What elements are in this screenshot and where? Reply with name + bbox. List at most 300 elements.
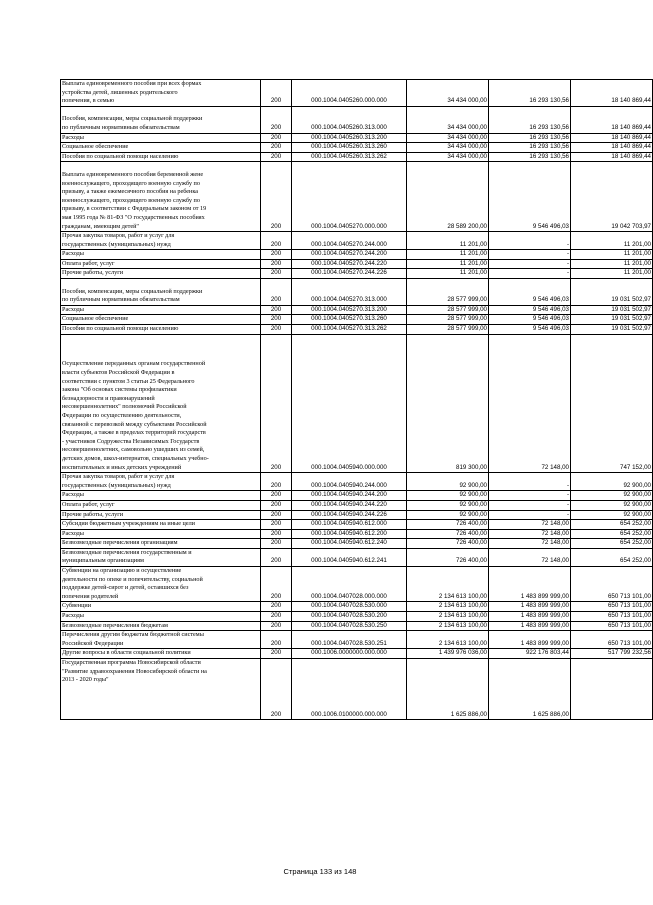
row-remaining-amount-cell — [571, 621, 653, 631]
table-row — [61, 279, 653, 306]
row-executed-amount-cell-text: 9 546 496,03 — [532, 222, 569, 230]
row-executed-amount-cell — [489, 473, 571, 491]
row-name-cell — [61, 325, 261, 335]
table-row — [61, 631, 653, 649]
table-row — [61, 106, 653, 133]
table-row — [61, 232, 653, 250]
row-name-cell — [61, 567, 261, 602]
row-plan-amount-cell-text: 11 201,00 — [459, 250, 487, 258]
row-executed-amount-cell — [489, 510, 571, 520]
row-budget-code-cell — [292, 612, 407, 622]
row-admin-code-cell-text: 200 — [270, 463, 282, 471]
row-admin-code-cell-text: 200 — [270, 557, 282, 565]
row-name-cell-text: Субвенции на организацию и осуществление деятельности по опеке и попечительству, социальной поддержке детей-сирот и детей, оставшихся без попечения родителей — [62, 567, 203, 600]
row-remaining-amount-cell — [571, 500, 653, 510]
row-name-cell — [61, 491, 261, 501]
row-plan-amount-cell-text: 92 900,00 — [459, 510, 487, 518]
row-budget-code-cell-text: 000.1004.0405260.313.262 — [311, 152, 387, 160]
row-executed-amount-cell — [489, 500, 571, 510]
row-admin-code-cell-text: 200 — [270, 250, 282, 258]
row-executed-amount-cell — [489, 305, 571, 315]
row-admin-code-cell — [261, 548, 292, 566]
row-remaining-amount-cell-text: 18 140 869,44 — [611, 97, 651, 105]
row-budget-code-cell-text: 000.1004.0405940.612.200 — [311, 529, 387, 537]
row-remaining-amount-cell-text: 92 900,00 — [623, 481, 651, 489]
row-plan-amount-cell-text: 1 439 976 036,00 — [438, 649, 487, 657]
row-budget-code-cell — [292, 315, 407, 325]
row-plan-amount-cell-text: 28 577 999,00 — [447, 305, 487, 313]
row-admin-code-cell — [261, 232, 292, 250]
row-admin-code-cell-text: 200 — [270, 621, 282, 629]
row-plan-amount-cell — [407, 567, 489, 602]
row-remaining-amount-cell-text: 18 140 869,44 — [611, 123, 651, 131]
row-executed-amount-cell-text: 1 625 886,00 — [532, 710, 569, 718]
row-name-cell-text: Прочая закупка товаров, работ и услуг для государственных (муниципальных) нужд — [62, 232, 175, 248]
row-remaining-amount-cell-text: 19 031 502,97 — [611, 296, 651, 304]
row-plan-amount-cell-text: 2 134 613 100,00 — [438, 612, 487, 620]
row-admin-code-cell — [261, 80, 292, 107]
row-budget-code-cell-text: 000.1004.0405260.000.000 — [311, 97, 387, 105]
row-admin-code-cell — [261, 152, 292, 162]
row-executed-amount-cell-text: - — [566, 269, 569, 277]
row-name-cell-text: Расходы — [62, 529, 84, 537]
table-row — [61, 567, 653, 602]
row-budget-code-cell — [292, 548, 407, 566]
row-plan-amount-cell — [407, 649, 489, 659]
row-admin-code-cell-text: 200 — [270, 491, 282, 499]
row-admin-code-cell-text: 200 — [270, 529, 282, 537]
row-executed-amount-cell — [489, 602, 571, 612]
row-executed-amount-cell — [489, 649, 571, 659]
row-executed-amount-cell-text: 16 293 130,56 — [529, 133, 569, 141]
row-name-cell — [61, 602, 261, 612]
row-name-cell — [61, 133, 261, 143]
row-executed-amount-cell — [489, 539, 571, 549]
row-remaining-amount-cell — [571, 548, 653, 566]
row-name-cell — [61, 612, 261, 622]
row-executed-amount-cell-text: - — [566, 259, 569, 267]
row-name-cell-text: Расходы — [62, 612, 84, 620]
row-name-cell-text: Субвенции — [62, 602, 92, 610]
row-admin-code-cell — [261, 315, 292, 325]
table-row — [61, 259, 653, 269]
row-admin-code-cell — [261, 500, 292, 510]
row-budget-code-cell-text: 000.1004.0407028.530.250 — [311, 621, 387, 629]
table-row — [61, 510, 653, 520]
row-budget-code-cell-text: 000.1004.0405940.244.200 — [311, 491, 387, 499]
row-remaining-amount-cell — [571, 152, 653, 162]
row-budget-code-cell-text: 000.1004.0405260.313.200 — [311, 133, 387, 141]
row-name-cell-text: Оплата работ, услуг — [62, 500, 115, 508]
row-remaining-amount-cell-text: 650 713 101,00 — [607, 602, 651, 610]
row-executed-amount-cell — [489, 621, 571, 631]
row-budget-code-cell — [292, 133, 407, 143]
row-remaining-amount-cell-text: 18 140 869,44 — [611, 133, 651, 141]
row-budget-code-cell — [292, 305, 407, 315]
row-remaining-amount-cell-text: 19 042 703,97 — [611, 222, 651, 230]
row-executed-amount-cell — [489, 520, 571, 530]
row-name-cell — [61, 334, 261, 473]
row-executed-amount-cell — [489, 162, 571, 232]
table-row — [61, 80, 653, 107]
row-budget-code-cell — [292, 529, 407, 539]
row-executed-amount-cell-text: - — [566, 500, 569, 508]
row-remaining-amount-cell — [571, 567, 653, 602]
row-name-cell-text: Выплата единовременного пособия при всех формах устройства детей, лишенных родительского попечения, в семью — [62, 80, 202, 105]
row-admin-code-cell — [261, 491, 292, 501]
row-budget-code-cell — [292, 539, 407, 549]
row-plan-amount-cell-text: 819 300,00 — [456, 463, 487, 471]
row-admin-code-cell-text: 200 — [270, 710, 282, 718]
row-plan-amount-cell — [407, 269, 489, 279]
row-admin-code-cell-text: 200 — [270, 649, 282, 657]
row-budget-code-cell-text: 000.1004.0407028.530.251 — [311, 639, 387, 647]
row-admin-code-cell — [261, 621, 292, 631]
page-number: Страница 133 из 148 — [283, 867, 357, 876]
row-budget-code-cell-text: 000.1004.0405940.244.226 — [311, 510, 387, 518]
row-budget-code-cell — [292, 649, 407, 659]
row-remaining-amount-cell-text: 92 900,00 — [623, 491, 651, 499]
table-row — [61, 539, 653, 549]
row-remaining-amount-cell — [571, 602, 653, 612]
row-executed-amount-cell — [489, 80, 571, 107]
row-executed-amount-cell — [489, 334, 571, 473]
row-executed-amount-cell — [489, 279, 571, 306]
row-budget-code-cell — [292, 250, 407, 260]
row-admin-code-cell-text: 200 — [270, 315, 282, 323]
row-budget-code-cell-text: 000.1004.0405270.313.260 — [311, 315, 387, 323]
row-admin-code-cell — [261, 602, 292, 612]
row-executed-amount-cell — [489, 143, 571, 153]
row-remaining-amount-cell-text: 11 201,00 — [623, 269, 651, 277]
row-name-cell-text: Субсидии бюджетным учреждениям на иные цели — [62, 520, 195, 528]
row-executed-amount-cell-text: 1 483 899 999,00 — [520, 602, 569, 610]
row-executed-amount-cell — [489, 315, 571, 325]
row-budget-code-cell-text: 000.1004.0405270.313.000 — [311, 296, 387, 304]
row-remaining-amount-cell — [571, 631, 653, 649]
row-remaining-amount-cell — [571, 325, 653, 335]
row-executed-amount-cell-text: 1 483 899 999,00 — [520, 621, 569, 629]
row-admin-code-cell-text: 200 — [270, 510, 282, 518]
row-remaining-amount-cell — [571, 612, 653, 622]
row-plan-amount-cell-text: 11 201,00 — [459, 269, 487, 277]
table-row — [61, 529, 653, 539]
row-remaining-amount-cell — [571, 473, 653, 491]
row-remaining-amount-cell-text: 92 900,00 — [623, 500, 651, 508]
row-plan-amount-cell — [407, 325, 489, 335]
row-plan-amount-cell — [407, 612, 489, 622]
row-plan-amount-cell-text: 34 434 000,00 — [447, 123, 487, 131]
table-row — [61, 334, 653, 473]
row-budget-code-cell-text: 000.1004.0407028.530.200 — [311, 612, 387, 620]
row-plan-amount-cell — [407, 232, 489, 250]
row-name-cell-text: Пособия, компенсации, меры социальной поддержки по публичным нормативным обязательствам — [62, 287, 203, 304]
row-name-cell-text: Пособия, компенсации, меры социальной поддержки по публичным нормативным обязательствам — [62, 115, 203, 131]
row-remaining-amount-cell-text: 19 031 502,97 — [611, 305, 651, 313]
row-budget-code-cell-text: 000.1004.0405270.244.220 — [311, 259, 387, 267]
row-executed-amount-cell — [489, 269, 571, 279]
row-plan-amount-cell-text: 11 201,00 — [459, 240, 487, 248]
row-admin-code-cell — [261, 510, 292, 520]
row-remaining-amount-cell-text: 11 201,00 — [623, 250, 651, 258]
row-executed-amount-cell — [489, 152, 571, 162]
row-executed-amount-cell — [489, 232, 571, 250]
row-plan-amount-cell — [407, 334, 489, 473]
row-remaining-amount-cell — [571, 143, 653, 153]
row-executed-amount-cell-text: 72 148,00 — [541, 520, 569, 528]
row-executed-amount-cell-text: - — [566, 250, 569, 258]
row-admin-code-cell — [261, 106, 292, 133]
row-name-cell — [61, 649, 261, 659]
row-executed-amount-cell — [489, 491, 571, 501]
row-name-cell — [61, 315, 261, 325]
row-plan-amount-cell-text: 726 400,00 — [456, 529, 487, 537]
row-name-cell — [61, 548, 261, 566]
row-budget-code-cell — [292, 491, 407, 501]
row-admin-code-cell-text: 200 — [270, 639, 282, 647]
row-name-cell — [61, 152, 261, 162]
row-plan-amount-cell-text: 28 577 999,00 — [447, 296, 487, 304]
row-budget-code-cell-text: 000.1004.0405940.612.000 — [311, 520, 387, 528]
row-executed-amount-cell-text: 16 293 130,56 — [529, 123, 569, 131]
row-remaining-amount-cell — [571, 80, 653, 107]
table-row — [61, 305, 653, 315]
row-executed-amount-cell-text: 922 176 803,44 — [525, 649, 569, 657]
row-name-cell — [61, 621, 261, 631]
row-budget-code-cell — [292, 602, 407, 612]
row-admin-code-cell — [261, 473, 292, 491]
row-budget-code-cell — [292, 279, 407, 306]
row-name-cell-text: Социальное обеспечение — [62, 315, 129, 323]
row-plan-amount-cell — [407, 631, 489, 649]
row-budget-code-cell-text: 000.1006.0000000.000.000 — [311, 649, 387, 657]
row-admin-code-cell-text: 200 — [270, 259, 282, 267]
row-executed-amount-cell-text: 16 293 130,56 — [529, 97, 569, 105]
row-name-cell-text: Безвозмездные перечисления бюджетам — [62, 621, 168, 629]
row-remaining-amount-cell-text: 92 900,00 — [623, 510, 651, 518]
row-name-cell-text: Расходы — [62, 133, 84, 141]
row-admin-code-cell — [261, 269, 292, 279]
row-budget-code-cell — [292, 232, 407, 250]
row-name-cell-text: Государственная программа Новосибирской области "Развитие здравоохранения Новосибирской области на 2013 - 2020 годы" — [62, 659, 207, 684]
table-row — [61, 491, 653, 501]
row-plan-amount-cell — [407, 143, 489, 153]
row-budget-code-cell — [292, 473, 407, 491]
row-admin-code-cell — [261, 143, 292, 153]
row-plan-amount-cell-text: 34 434 000,00 — [447, 133, 487, 141]
row-remaining-amount-cell — [571, 520, 653, 530]
row-admin-code-cell-text: 200 — [270, 123, 282, 131]
row-admin-code-cell-text: 200 — [270, 612, 282, 620]
row-budget-code-cell-text: 000.1004.0405270.244.000 — [311, 240, 387, 248]
row-remaining-amount-cell — [571, 106, 653, 133]
row-plan-amount-cell — [407, 491, 489, 501]
table-row — [61, 649, 653, 659]
row-plan-amount-cell-text: 28 589 200,00 — [447, 222, 487, 230]
row-plan-amount-cell — [407, 259, 489, 269]
row-plan-amount-cell-text: 726 400,00 — [456, 520, 487, 528]
row-executed-amount-cell-text: 16 293 130,56 — [529, 143, 569, 151]
row-budget-code-cell-text: 000.1004.0405270.000.000 — [311, 222, 387, 230]
row-remaining-amount-cell — [571, 133, 653, 143]
row-name-cell-text: Расходы — [62, 491, 84, 499]
row-remaining-amount-cell-text: 654 252,00 — [620, 520, 651, 528]
row-plan-amount-cell — [407, 539, 489, 549]
row-remaining-amount-cell — [571, 649, 653, 659]
row-executed-amount-cell-text: 1 483 899 999,00 — [520, 639, 569, 647]
row-executed-amount-cell — [489, 612, 571, 622]
row-admin-code-cell — [261, 334, 292, 473]
row-name-cell — [61, 510, 261, 520]
row-admin-code-cell — [261, 539, 292, 549]
row-name-cell-text: Прочие работы, услуги — [62, 510, 124, 518]
row-budget-code-cell-text: 000.1004.0405260.313.000 — [311, 123, 387, 131]
row-name-cell — [61, 305, 261, 315]
row-plan-amount-cell — [407, 305, 489, 315]
row-plan-amount-cell-text: 2 134 613 100,00 — [438, 602, 487, 610]
row-remaining-amount-cell-text: 747 152,00 — [620, 463, 651, 471]
row-budget-code-cell-text: 000.1004.0405940.244.220 — [311, 500, 387, 508]
row-plan-amount-cell — [407, 659, 489, 720]
row-budget-code-cell-text: 000.1004.0405270.244.226 — [311, 269, 387, 277]
row-budget-code-cell-text: 000.1004.0405270.313.200 — [311, 305, 387, 313]
budget-table-container — [60, 79, 651, 720]
row-remaining-amount-cell-text: 11 201,00 — [623, 240, 651, 248]
row-name-cell-text: Пособия по социальной помощи населению — [62, 325, 179, 333]
row-plan-amount-cell-text: 2 134 613 100,00 — [438, 592, 487, 600]
row-remaining-amount-cell — [571, 305, 653, 315]
row-budget-code-cell — [292, 325, 407, 335]
row-plan-amount-cell-text: 726 400,00 — [456, 539, 487, 547]
row-executed-amount-cell-text: 9 546 496,03 — [532, 296, 569, 304]
row-admin-code-cell-text: 200 — [270, 143, 282, 151]
row-executed-amount-cell-text: 16 293 130,56 — [529, 152, 569, 160]
row-name-cell — [61, 143, 261, 153]
row-budget-code-cell — [292, 152, 407, 162]
row-executed-amount-cell-text: 9 546 496,03 — [532, 305, 569, 313]
row-executed-amount-cell-text: 72 148,00 — [541, 539, 569, 547]
table-row — [61, 621, 653, 631]
row-budget-code-cell — [292, 520, 407, 530]
table-row — [61, 612, 653, 622]
row-plan-amount-cell-text: 28 577 999,00 — [447, 325, 487, 333]
row-plan-amount-cell-text: 92 900,00 — [459, 481, 487, 489]
table-row — [61, 133, 653, 143]
table-row — [61, 162, 653, 232]
row-plan-amount-cell — [407, 315, 489, 325]
row-plan-amount-cell — [407, 510, 489, 520]
table-row — [61, 250, 653, 260]
row-budget-code-cell — [292, 259, 407, 269]
row-remaining-amount-cell — [571, 259, 653, 269]
row-plan-amount-cell — [407, 548, 489, 566]
table-row — [61, 473, 653, 491]
row-name-cell — [61, 162, 261, 232]
row-name-cell-text: Безвозмездные перечисления государственным и муниципальным организациям — [62, 548, 192, 565]
row-budget-code-cell — [292, 500, 407, 510]
row-plan-amount-cell-text: 34 434 000,00 — [447, 143, 487, 151]
row-name-cell-text: Другие вопросы в области социальной политики — [62, 649, 191, 657]
table-row — [61, 315, 653, 325]
row-admin-code-cell — [261, 162, 292, 232]
row-budget-code-cell-text: 000.1004.0405940.612.241 — [311, 557, 387, 565]
row-name-cell-text: Пособия по социальной помощи населению — [62, 152, 179, 160]
row-admin-code-cell — [261, 649, 292, 659]
budget-table-body — [61, 80, 653, 720]
table-row — [61, 325, 653, 335]
row-plan-amount-cell — [407, 602, 489, 612]
row-executed-amount-cell — [489, 325, 571, 335]
row-admin-code-cell-text: 200 — [270, 97, 282, 105]
table-row — [61, 548, 653, 566]
row-executed-amount-cell-text: 1 483 899 999,00 — [520, 612, 569, 620]
row-budget-code-cell — [292, 567, 407, 602]
row-remaining-amount-cell — [571, 510, 653, 520]
row-name-cell — [61, 520, 261, 530]
table-row — [61, 269, 653, 279]
row-remaining-amount-cell-text: 654 252,00 — [620, 539, 651, 547]
row-budget-code-cell — [292, 334, 407, 473]
row-remaining-amount-cell — [571, 539, 653, 549]
row-remaining-amount-cell-text: 517 799 232,56 — [607, 649, 651, 657]
row-admin-code-cell — [261, 325, 292, 335]
row-executed-amount-cell — [489, 567, 571, 602]
row-admin-code-cell — [261, 259, 292, 269]
row-budget-code-cell — [292, 621, 407, 631]
row-admin-code-cell — [261, 305, 292, 315]
row-budget-code-cell-text: 000.1004.0407028.000.000 — [311, 592, 387, 600]
row-admin-code-cell — [261, 612, 292, 622]
row-remaining-amount-cell — [571, 659, 653, 720]
row-plan-amount-cell-text: 2 134 613 100,00 — [438, 639, 487, 647]
row-name-cell — [61, 250, 261, 260]
row-name-cell — [61, 500, 261, 510]
row-plan-amount-cell — [407, 106, 489, 133]
row-name-cell — [61, 539, 261, 549]
row-executed-amount-cell-text: - — [566, 481, 569, 489]
row-admin-code-cell-text: 200 — [270, 500, 282, 508]
row-plan-amount-cell — [407, 621, 489, 631]
table-row — [61, 659, 653, 720]
row-budget-code-cell — [292, 510, 407, 520]
row-plan-amount-cell-text: 92 900,00 — [459, 491, 487, 499]
row-name-cell — [61, 279, 261, 306]
row-plan-amount-cell — [407, 80, 489, 107]
row-admin-code-cell — [261, 520, 292, 530]
row-executed-amount-cell-text: 1 483 899 999,00 — [520, 592, 569, 600]
row-remaining-amount-cell-text: 18 140 869,44 — [611, 143, 651, 151]
row-admin-code-cell-text: 200 — [270, 296, 282, 304]
row-budget-code-cell-text: 000.1004.0405260.313.260 — [311, 143, 387, 151]
row-budget-code-cell-text: 000.1004.0405940.244.000 — [311, 481, 387, 489]
row-plan-amount-cell-text: 726 400,00 — [456, 557, 487, 565]
row-executed-amount-cell-text: - — [566, 240, 569, 248]
row-plan-amount-cell-text: 28 577 999,00 — [447, 315, 487, 323]
row-name-cell-text: Расходы — [62, 250, 84, 258]
row-budget-code-cell — [292, 143, 407, 153]
row-plan-amount-cell — [407, 152, 489, 162]
row-remaining-amount-cell-text: 650 713 101,00 — [607, 621, 651, 629]
row-admin-code-cell — [261, 567, 292, 602]
row-remaining-amount-cell — [571, 232, 653, 250]
row-admin-code-cell-text: 200 — [270, 269, 282, 277]
row-name-cell — [61, 659, 261, 720]
row-plan-amount-cell — [407, 250, 489, 260]
row-plan-amount-cell-text: 11 201,00 — [459, 259, 487, 267]
row-budget-code-cell-text: 000.1004.0405940.000.000 — [311, 463, 387, 471]
row-remaining-amount-cell-text: 650 713 101,00 — [607, 639, 651, 647]
row-budget-code-cell — [292, 659, 407, 720]
